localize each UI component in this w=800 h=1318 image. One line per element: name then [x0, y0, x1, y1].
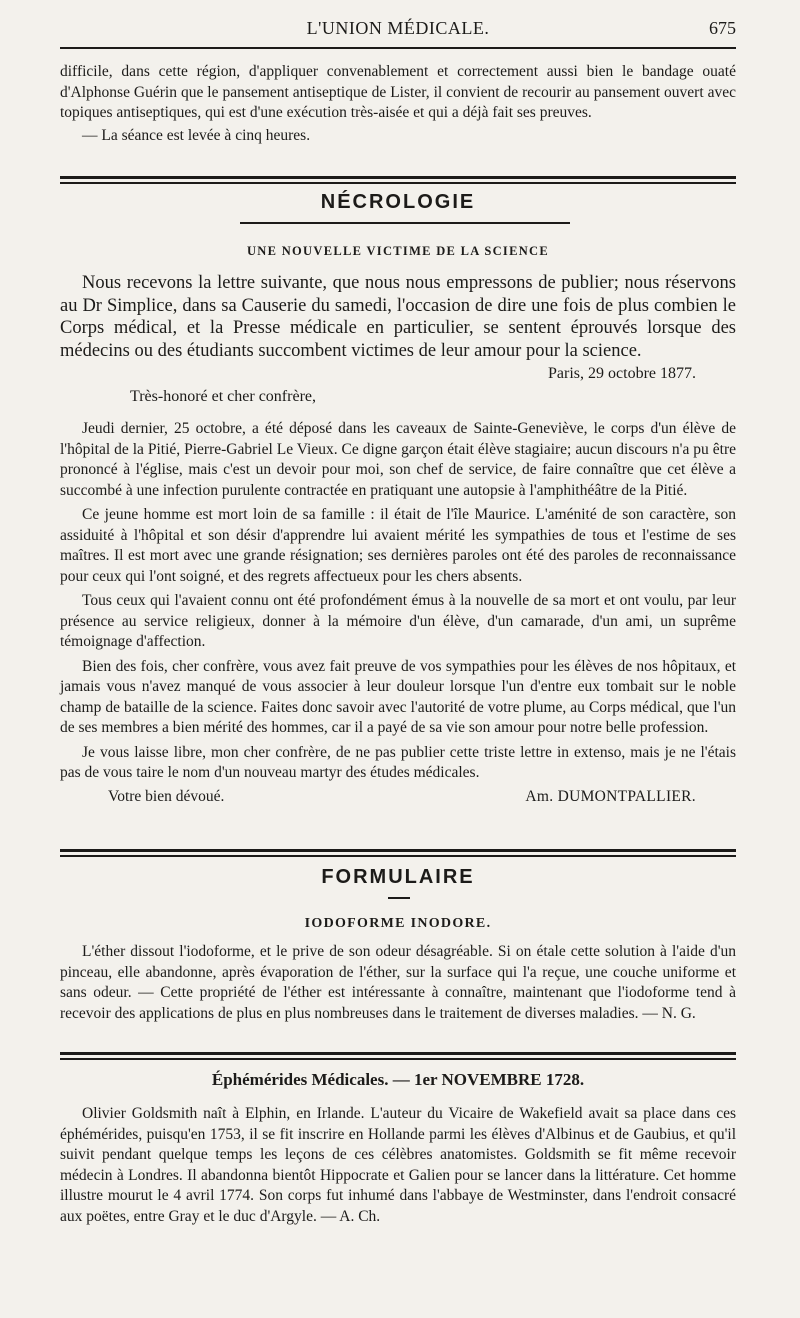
ephemerides-paragraph: Olivier Goldsmith naît à Elphin, en Irlande. L'auteur du Vicaire de Wakefield avait sa place dans ces éphémérides, puisqu'en 1753, il se fit inscrire en Hollande parmi les élèves d'Albinus et de Gaubius, et qu'il suivit pendant quelque temps les leçons de ces célèbres anatomistes. Goldsmith se fit même recevoir médecin à Londres. Il abandonna bientôt Hippocrate et Galien pour se lancer dans la littérature. Cet homme illustre mourut le 4 avril 1774. Son corps fut inhumé dans l'abbaye de Westminster, dans l'endroit consacré aux poëtes, entre Gray et le duc d'Argyle. — A. Ch.: [60, 1105, 736, 1225]
page-header: [60, 18, 736, 44]
section-divider: [60, 176, 736, 179]
section-divider-thin: [60, 855, 736, 857]
letter-paragraph: Bien des fois, cher confrère, vous avez fait preuve de vos sympathies pour les élèves de nos hôpitaux, et jamais vous n'avez manqué de vous associer à leur douleur lorsque l'un d'entre eux tombait sur le noble champ de bataille de la science. Faites donc savoir avec l'autorité de votre plume, au Corps médical, que l'un de ses membres a bien mérité des hommes, car il a payé de sa vie son amour pour notre belle profession.: [60, 657, 736, 736]
ephemerides-body: [60, 1104, 736, 1227]
intro-paragraph: difficile, dans cette région, d'appliquer convenablement et correctement aussi bien le bandage ouaté d'Alphonse Guérin que le pansement antiseptique de Lister, il convient de recourir au pansement ouvert avec topiques antiseptiques, qui est d'une exécution très-aisée et qui a déjà fait ses preuves.: [60, 63, 736, 121]
letter-paragraph: Tous ceux qui l'avaient connu ont été profondément émus à la nouvelle de sa mort et ont voulu, par leur présence au service religieux, donner à la mémoire d'un élève, d'un camarade, d'un ami, un suprême témoignage d'affection.: [60, 592, 736, 650]
letter-signature: Am. DUMONTPALLIER.: [525, 787, 696, 805]
letter-paragraph: Jeudi dernier, 25 octobre, a été déposé dans les caveaux de Sainte-Geneviève, le corps d'un élève de l'hôpital de la Pitié, Pierre-Gabriel Le Vieux. Ce digne garçon était élève stagiaire; aucun discours n'a pu être prononcé à l'église, mais c'est un devoir pour moi, son chef de service, de faire connaître que cet élève a succombé à une infection purulente contractée en pratiquant une autopsie à l'amphithéâtre de la Pitié.: [60, 420, 736, 499]
intro-section: [60, 62, 736, 146]
formulaire-body: [60, 942, 736, 1024]
necrologie-title: NÉCROLOGIE: [320, 191, 476, 213]
section-divider-thin: [60, 182, 736, 184]
formulaire-paragraph: L'éther dissout l'iodoforme, et le prive de son odeur désagréable. Si on étale cette solution à l'aide d'un pinceau, elle abandonne, après évaporation de l'éther, sur la surface qui l'a reçue, une couche uniforme et sans odeur. — Cette propriété de l'éther est intéressante à connaître, maintenant que l'iodoforme tend à recevoir des applications de plus en plus nombreuses dans le traitement de diverses maladies. — N. G.: [60, 943, 736, 1022]
section-divider-thin: [60, 1058, 736, 1060]
letter-paragraph: Ce jeune homme est mort loin de sa famille : il était de l'île Maurice. L'aménité de son caractère, son assiduité à l'hôpital et son désir d'apprendre lui avaient mérité les sympathies de tous et l'estime de ses maîtres. Il est mort avec une grande résignation; ses dernières paroles ont été des paroles de reconnaissance pour ceux qui l'ont soigné, et des regrets affectueux pour les chers absents.: [60, 506, 736, 585]
necrologie-intro: Nous recevons la lettre suivante, que nous nous empressons de publier; nous réservons au Dr Simplice, dans sa Causerie du samedi, l'occasion de dire une fois de plus combien le Corps médical, et la Presse médicale en particulier, se sentent éprouvés lorsque des médecins ou des étudiants succombent victimes de leur amour pour la science.: [60, 273, 736, 361]
letter-dateline: Paris, 29 octobre 1877.: [548, 365, 696, 382]
header-rule: [60, 47, 736, 49]
letter-signature-line: [60, 788, 736, 810]
letter-salutation: Très-honoré et cher confrère,: [130, 387, 316, 405]
formulaire-title: FORMULAIRE: [321, 866, 475, 888]
formulaire-subtitle: IODOFORME INODORE.: [304, 916, 492, 931]
necrologie-subtitle: UNE NOUVELLE VICTIME DE LA SCIENCE: [246, 244, 549, 258]
ephemerides-title: Éphémérides Médicales. — 1er NOVEMBRE 1728.: [211, 1070, 585, 1089]
journal-title: L'UNION MÉDICALE.: [306, 18, 490, 38]
section-divider: [60, 849, 736, 852]
formulaire-title-rule: [388, 897, 410, 899]
letter-paragraph: Je vous laisse libre, mon cher confrère, de ne pas publier cette triste lettre in extenso, mais je ne l'étais pas de vous taire le nom d'un nouveau martyr des études médicales.: [60, 743, 736, 781]
section-divider: [60, 1052, 736, 1055]
necrologie-title-rule: [240, 222, 570, 224]
intro-closing: — La séance est levée à cinq heures.: [82, 126, 311, 144]
letter-valediction: Votre bien dévoué.: [108, 787, 225, 805]
page-number: 675: [709, 18, 736, 38]
necrologie-body: [60, 272, 736, 810]
